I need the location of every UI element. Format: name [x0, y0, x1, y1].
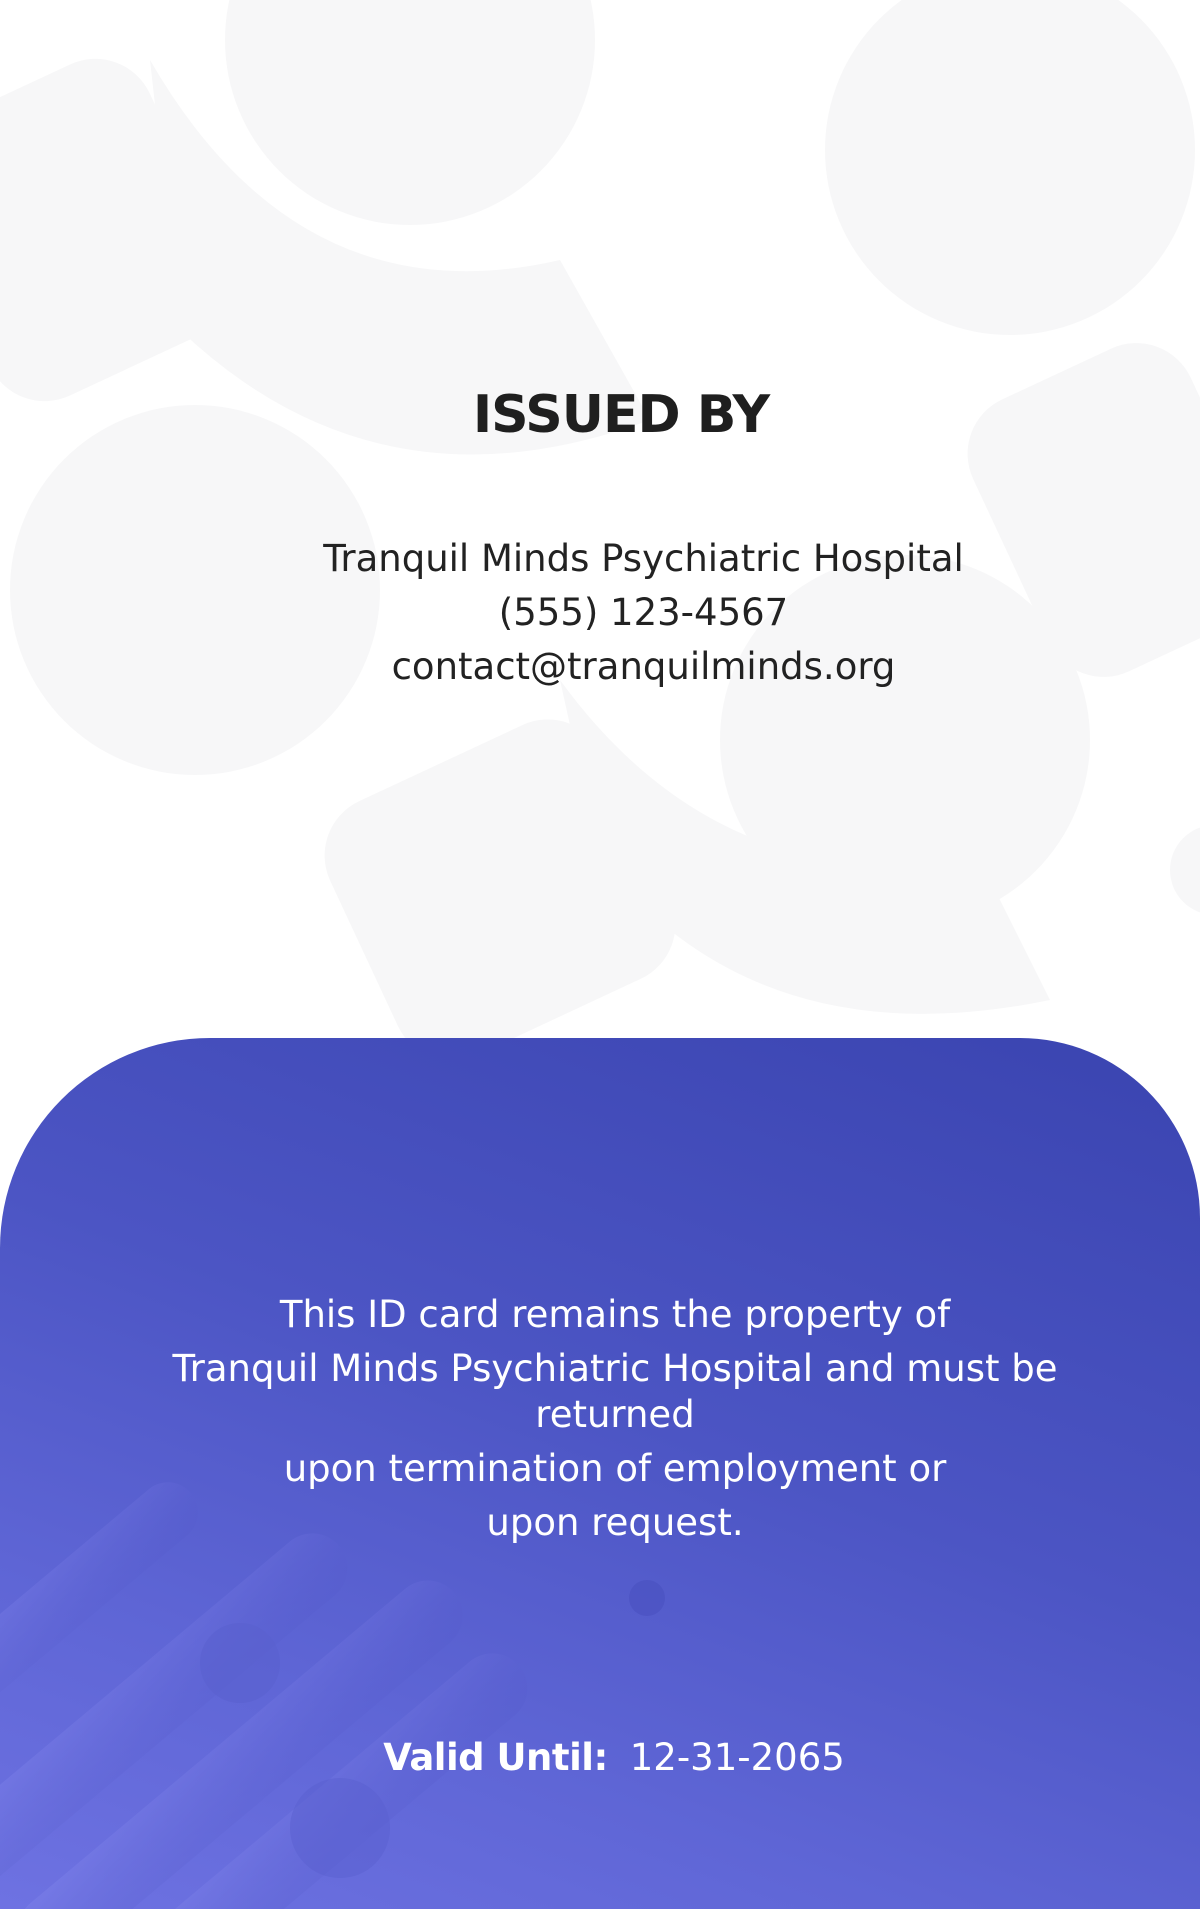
issuer-contact-block: [0, 532, 1200, 694]
notice-line: This ID card remains the property of: [279, 1293, 951, 1336]
validity-row: [0, 1736, 1200, 1779]
notice-line: Tranquil Minds Psychiatric Hospital and must be returned: [172, 1347, 1058, 1436]
property-notice: [130, 1292, 1100, 1554]
issuer-email: contact@tranquilminds.org: [391, 645, 896, 688]
issued-by-title: ISSUED BY: [472, 385, 770, 445]
valid-until-date: 12-31-2065: [629, 1736, 845, 1779]
notice-line: upon termination of employment or: [283, 1447, 947, 1490]
issuer-organization: Tranquil Minds Psychiatric Hospital: [323, 537, 964, 580]
valid-until-label: Valid Until:: [383, 1736, 608, 1779]
issuer-phone: (555) 123-4567: [498, 591, 789, 634]
notice-line: upon request.: [486, 1501, 744, 1544]
